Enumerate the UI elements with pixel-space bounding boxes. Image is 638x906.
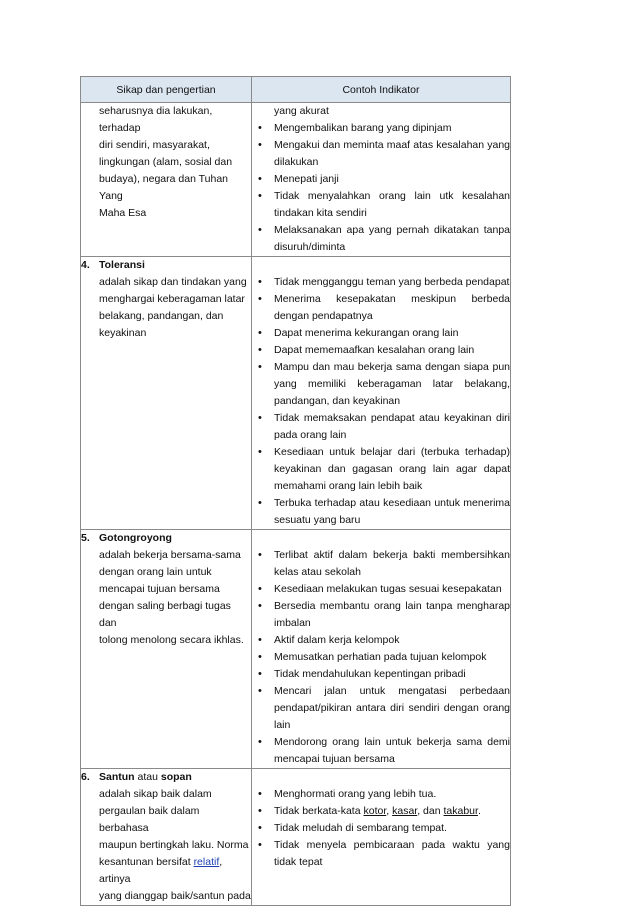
table-header-row bbox=[81, 77, 511, 103]
definition-line: lingkungan (alam, sosial dan bbox=[99, 156, 233, 168]
table-row bbox=[81, 769, 511, 906]
definition-line: maupun bertingkah laku. Norma bbox=[99, 839, 249, 851]
definition-line: Maha Esa bbox=[99, 207, 147, 219]
relatif-link[interactable]: relatif bbox=[193, 856, 220, 868]
row-title: Santun bbox=[99, 771, 135, 783]
list-item: • Tidak mengganggu teman yang berbeda pendapat bbox=[252, 274, 510, 291]
header-indicator: Contoh Indikator bbox=[252, 77, 511, 103]
list-item: • Melaksanakan apa yang pernah dikatakan tanpa disuruh/diminta bbox=[252, 222, 510, 256]
list-item: • Kesediaan melakukan tugas sesuai kesepakatan bbox=[252, 581, 510, 598]
list-item: • Aktif dalam kerja kelompok bbox=[252, 632, 510, 649]
definition-cell bbox=[81, 769, 252, 906]
definition-line: dengan saling berbagi tugas dan bbox=[99, 600, 231, 629]
definition-line: adalah bekerja bersama-sama bbox=[99, 549, 241, 561]
indicator-cell bbox=[252, 769, 511, 906]
kasar-link[interactable]: kasar bbox=[392, 805, 418, 817]
list-item: • Tidak menyalahkan orang lain utk kesalahan tindakan kita sendiri bbox=[252, 188, 510, 222]
list-item: • Mendorong orang lain untuk bekerja sama demi mencapai tujuan bersama bbox=[252, 734, 510, 768]
list-item: • Mengakui dan meminta maaf atas kesalahan yang dilakukan bbox=[252, 137, 510, 171]
row-heading bbox=[81, 530, 251, 547]
list-item: • Menerima kesepakatan meskipun berbeda dengan pendapatnya bbox=[252, 291, 510, 325]
definition-line: keyakinan bbox=[99, 327, 147, 339]
row-number: 5. bbox=[81, 532, 90, 544]
indicator-cell bbox=[252, 530, 511, 769]
definition-cell bbox=[81, 103, 252, 257]
list-text: , dan bbox=[417, 805, 444, 817]
list-item: • Terbuka terhadap atau kesediaan untuk menerima sesuatu yang baru bbox=[252, 495, 510, 529]
definition-cell bbox=[81, 257, 252, 530]
definition-line bbox=[99, 854, 251, 888]
takabur-link[interactable]: takabur bbox=[443, 805, 478, 817]
indicator-list bbox=[252, 786, 510, 871]
table-row bbox=[81, 257, 511, 530]
definition-line: seharusnya dia lakukan, terhadap bbox=[99, 105, 213, 134]
row-number: 4. bbox=[81, 259, 90, 271]
definition-line: adalah sikap dan tindakan yang bbox=[99, 276, 247, 288]
row-heading bbox=[81, 769, 251, 786]
row-number: 6. bbox=[81, 771, 90, 783]
table-row bbox=[81, 103, 511, 257]
row-title-connector: atau bbox=[134, 771, 161, 783]
list-text: Tidak berkata-kata bbox=[274, 805, 364, 817]
row-title: Gotongroyong bbox=[99, 532, 172, 544]
indicator-table bbox=[80, 76, 511, 906]
list-item: • Menepati janji bbox=[252, 171, 510, 188]
list-item: • Tidak memaksakan pendapat atau keyakinan diri pada orang lain bbox=[252, 410, 510, 444]
definition-line: belakang, pandangan, dan bbox=[99, 310, 224, 322]
definition-line: menghargai keberagaman latar bbox=[99, 293, 245, 305]
list-item: • Kesediaan untuk belajar dari (terbuka terhadap) keyakinan dan gagasan orang lain agar dapat memahami orang lain lebih baik bbox=[252, 444, 510, 495]
definition-cell bbox=[81, 530, 252, 769]
definition-line: diri sendiri, masyarakat, bbox=[99, 139, 210, 151]
list-item: • Mencari jalan untuk mengatasi perbedaan pendapat/pikiran antara diri sendiri dengan orang lain bbox=[252, 683, 510, 734]
definition-text: , artinya bbox=[99, 856, 223, 885]
indicator-list bbox=[252, 274, 510, 529]
list-item: • Terlibat aktif dalam bekerja bakti membersihkan kelas atau sekolah bbox=[252, 547, 510, 581]
list-item: • Memusatkan perhatian pada tujuan kelompok bbox=[252, 649, 510, 666]
indicator-list bbox=[252, 120, 510, 256]
indicator-cell bbox=[252, 103, 511, 257]
list-item: • Bersedia membantu orang lain tanpa mengharap imbalan bbox=[252, 598, 510, 632]
definition-line: dengan orang lain untuk bbox=[99, 566, 212, 578]
list-text: , bbox=[386, 805, 393, 817]
list-item: • Mengembalikan barang yang dipinjam bbox=[252, 120, 510, 137]
kotor-link[interactable]: kotor bbox=[363, 805, 387, 817]
list-item: • Mampu dan mau bekerja sama dengan siapa pun yang memiliki keberagaman latar belakang, pandangan, dan keyakinan bbox=[252, 359, 510, 410]
table-row bbox=[81, 530, 511, 769]
continued-text: yang akurat bbox=[274, 105, 329, 117]
row-title: Toleransi bbox=[99, 259, 145, 271]
indicator-list bbox=[252, 547, 510, 768]
list-item: • Tidak menyela pembicaraan pada waktu yang tidak tepat bbox=[252, 837, 510, 871]
indicator-cell bbox=[252, 257, 511, 530]
definition-line: tolong menolong secara ikhlas. bbox=[99, 634, 244, 646]
definition-line: budaya), negara dan Tuhan Yang bbox=[99, 173, 229, 202]
list-item: • Tidak mendahulukan kepentingan pribadi bbox=[252, 666, 510, 683]
row-title-alt: sopan bbox=[160, 771, 192, 783]
list-item: • Dapat menerima kekurangan orang lain bbox=[252, 325, 510, 342]
definition-line: pergaulan baik dalam berbahasa bbox=[99, 805, 200, 834]
list-text: . bbox=[477, 805, 481, 817]
list-item: • Menghormati orang yang lebih tua. bbox=[252, 786, 510, 803]
row-heading bbox=[81, 257, 251, 274]
list-item: • Tidak meludah di sembarang tempat. bbox=[252, 820, 510, 837]
list-item bbox=[252, 803, 510, 820]
definition-text: kesantunan bersifat bbox=[99, 856, 194, 868]
definition-line: adalah sikap baik dalam bbox=[99, 788, 212, 800]
list-item: • Dapat mememaafkan kesalahan orang lain bbox=[252, 342, 510, 359]
header-attitude: Sikap dan pengertian bbox=[81, 77, 252, 103]
definition-line: yang dianggap baik/santun pada bbox=[99, 890, 251, 902]
definition-line: mencapai tujuan bersama bbox=[99, 583, 220, 595]
